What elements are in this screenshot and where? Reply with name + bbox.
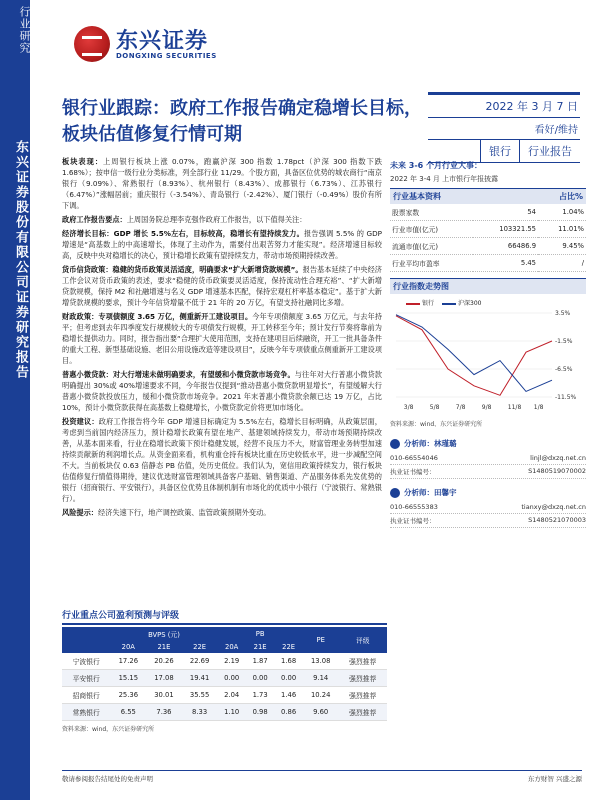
chart-source: 资料来源：wind、东兴证券研究所 — [390, 421, 483, 428]
logo-name-en: DONGXING SECURITIES — [116, 52, 217, 60]
report-date: 2022 年 3 月 7 日 — [428, 92, 580, 118]
series-line-沪深300 — [396, 315, 552, 392]
y-tick-label: -6.5% — [555, 366, 573, 373]
body-paragraph: 经济增长目标：GDP 增长 5.5%左右，目标较高，稳增长有望持续发力。报告强调 5.5% 的 GDP 增速是“高基数上的中高速增长，体现了主动作为，需要付出艰苦努力才能实现”。经济增速目标较高，反映中央对稳增长的决心，预计稳增长政策有望持续发力，带动市场预期持续改善。 — [62, 229, 382, 260]
x-tick-label: 9/8 — [481, 404, 492, 411]
col-group-bvps: BVPS (元) — [110, 627, 217, 641]
forecast-table — [62, 627, 387, 721]
company-name: 招商银行 — [62, 687, 110, 704]
sidebar-firm: 东兴证券股份有限公司证券研究报告 — [13, 140, 28, 380]
series-line-银行 — [396, 316, 552, 396]
table-row — [62, 704, 387, 721]
tag-type: 行业报告 — [519, 140, 580, 162]
legend-item-bank: 银行 — [406, 298, 434, 307]
basic-info-label: 流通市值(亿元) — [390, 238, 473, 255]
chart-legend — [406, 298, 586, 307]
table-cell: 13.08 — [303, 653, 339, 670]
basic-info-value: / — [538, 255, 586, 272]
table-cell: 1.68 — [274, 653, 302, 670]
x-tick-label: 7/8 — [455, 404, 466, 411]
table-cell: 强烈推荐 — [339, 687, 388, 704]
table-cell: 2.04 — [217, 687, 245, 704]
forecast-table-section — [62, 608, 387, 733]
x-tick-label: 1/8 — [533, 404, 544, 411]
future-events-heading: 未来 3-6 个月行业大事： — [390, 161, 483, 170]
table-cell: 19.41 — [182, 670, 218, 687]
table-cell: 0.98 — [246, 704, 274, 721]
basic-info-table — [390, 204, 586, 272]
table-source: 资料来源：wind，东兴证券研究所 — [62, 726, 155, 733]
col-year: 20A — [110, 641, 146, 653]
col-year: 20A — [217, 641, 245, 653]
body-paragraph: 板块表现：上周银行板块上涨 0.07%，跑赢沪深 300 指数 1.78pct（沪深 300 指数下跌 1.68%）；按申信一级行业分类标准，列全部行业 11/29。个股方面，具备区位优势的城农商行“南京银行（9.09%）、常熟银行（8.93%）、杭州银行（8.43%）、成都银行（6.73%）、江苏银行（6.47%）”涨幅居前；重庆银行（-3.54%）、青岛银行（-2.42%）、厦门银行（-0.49%）股价有所下调。 — [62, 157, 382, 210]
basic-info-heading: 行业基本资料 占比% — [390, 188, 586, 204]
table-cell: 0.86 — [274, 704, 302, 721]
sidebar-category: 行业研究 — [18, 6, 31, 54]
table-row — [62, 687, 387, 704]
col-year: 21E — [146, 641, 182, 653]
legend-item-csi300: 沪深300 — [442, 298, 481, 307]
table-cell: 2.19 — [217, 653, 245, 670]
table-cell: 9.14 — [303, 670, 339, 687]
table-cell: 强烈推荐 — [339, 704, 388, 721]
basic-info-value: 5.45 — [473, 255, 538, 272]
table-cell: 0.00 — [246, 670, 274, 687]
trend-svg — [390, 307, 586, 413]
table-cell: 15.15 — [110, 670, 146, 687]
body-paragraph: 普惠小微贷款：对大行增速未做明确要求，有望缓和小微贷款市场竞争。与往年对大行普惠小微贷款明确提出 30%或 40%增速要求不同，今年报告仅提到“推动普惠小微贷款明显增长”，有望缓解大行普惠小微贷款投放压力，缓和小微贷款市场竞争。2021 年末普惠小微贷款余额已达 19 万亿，占比 10%，预计小微贷款获得在高基数上稳健增长，小微贷款定价将更加市场化。 — [62, 370, 382, 412]
analyst-2-cert: S1480521070003 — [528, 516, 586, 524]
report-rating: 看好/维持 — [428, 118, 580, 140]
footer-disclaimer: 敬请参阅报告结尾处的免责声明 — [62, 775, 153, 783]
footer-slogan: 东方财智 兴盛之源 — [527, 775, 582, 783]
company-name: 宁波银行 — [62, 653, 110, 670]
table-row — [62, 653, 387, 670]
table-cell: 0.00 — [274, 670, 302, 687]
basic-info-row — [390, 204, 586, 221]
future-events-item: 2022 年 3-4 月 上市银行年报披露 — [390, 175, 499, 183]
table-cell: 22.69 — [182, 653, 218, 670]
table-cell: 9.60 — [303, 704, 339, 721]
x-tick-label: 5/8 — [429, 404, 440, 411]
body-paragraph: 投资建议：政府工作报告将今年 GDP 增速目标确定为 5.5%左右，稳增长目标明确，从政策层面，考虑到当前国内经济压力，预计稳增长政策有望在地产、基建领域持续发力，带动市场预期持续改善，从基本面来看，行业在稳增长政策下预计稳健发展，经营不良压力不大，财富管理业务转型加速持续贡献新的利润增长点。从资金面来看，机构重仓持有板块比重在历史较低水平，进一步减配空间不大。当前板块仅 0.63 倍静态 PB 估值，处历史低位。我们认为，宽信用政策持续发力，银行板块估值修复行情值得期待，建议优选财富管理领域具备客户基础、销售渠道、产品服务体系先发优势的银行（招商银行、平安银行），具备区位优势且体制机制有市场化的优质中小银行（宁波银行、常熟银行）。 — [62, 417, 382, 503]
basic-info-label: 行业平均市盈率 — [390, 255, 473, 272]
report-title: 银行业跟踪：政府工作报告确定稳增长目标，板块估值修复行情可期 — [62, 98, 422, 145]
table-cell: 17.08 — [146, 670, 182, 687]
col-company — [62, 627, 110, 653]
report-meta — [428, 92, 580, 163]
table-cell: 10.24 — [303, 687, 339, 704]
col-rating: 评级 — [339, 627, 388, 653]
logo — [74, 22, 254, 70]
company-name: 平安银行 — [62, 670, 110, 687]
basic-info-row — [390, 221, 586, 238]
person-icon — [390, 488, 400, 498]
sidebar — [0, 0, 30, 800]
right-column — [390, 160, 586, 528]
col-year: 22E — [274, 641, 302, 653]
y-tick-label: -1.5% — [555, 338, 573, 345]
analyst-1-email[interactable]: linjl@dxzq.net.cn — [530, 454, 586, 462]
body-paragraph: 财政政策：专项债额度 3.65 万亿，侧重新开工建设项目。今年专项债额度 3.65 万亿元，与去年持平；但考虑到去年四季度发行规模较大的专项债发行规模，开工转移至今年；预计发行节奏将靠前为稳增长提供动力。同时，报告指出要“合理扩大使用范围，支持在建项目后续融资，开工一批具备条件的重大工程、新型基础设施、老旧公用设施改造等建设项目”，反映今年专项债重点侧重新开工建设项目。 — [62, 312, 382, 365]
company-name: 常熟银行 — [62, 704, 110, 721]
table-cell: 8.33 — [182, 704, 218, 721]
y-tick-label: 3.5% — [555, 310, 571, 317]
analyst-1: 分析师：林瑾璐 — [390, 438, 586, 449]
report-body — [62, 156, 382, 521]
analyst-2: 分析师：田馨宇 — [390, 487, 586, 498]
forecast-table-title: 行业重点公司盈利预测与评级 — [62, 608, 387, 625]
table-row — [62, 670, 387, 687]
index-trend-chart — [390, 278, 586, 428]
basic-info-label: 股票家数 — [390, 204, 473, 221]
table-cell: 6.55 — [110, 704, 146, 721]
analyst-1-cert: S1480519070002 — [528, 467, 586, 475]
col-year: 22E — [182, 641, 218, 653]
col-year: 21E — [246, 641, 274, 653]
table-cell: 强烈推荐 — [339, 653, 388, 670]
basic-info-label: 行业市值(亿元) — [390, 221, 473, 238]
logo-mark-icon — [74, 26, 110, 62]
basic-info-value: 103321.55 — [473, 221, 538, 238]
x-tick-label: 11/8 — [507, 404, 522, 411]
tag-industry: 银行 — [480, 140, 519, 162]
table-cell: 1.10 — [217, 704, 245, 721]
basic-info-value: 66486.9 — [473, 238, 538, 255]
y-tick-label: -11.5% — [555, 394, 577, 401]
analyst-block: 分析师：林瑾璐 010-66554046 linjl@dxzq.net.cn 执业证书编号： S1480519070002 分析师：田馨宇 010-66555383 tianxy@dxzq.net.cn 执业证书编号： S1480521070003 — [390, 438, 586, 528]
body-paragraph: 货币信贷政策：稳健的货币政策灵活适度，明确要求“扩大新增贷款规模”。报告基本延续了中央经济工作会议对货币政策的表述，要求“稳健的货币政策要灵活适度，保持流动性合理充裕”、“扩大新增贷款规模，保持 M2 和社融增速与名义 GDP 增速基本匹配，保持宏观杠杆率基本稳定”。基于扩大新增贷款规模的要求，预计今年信贷增量不低于 21 年的 20 万亿，有望支持社融同比多增。 — [62, 265, 382, 307]
table-cell: 0.00 — [217, 670, 245, 687]
table-cell: 35.55 — [182, 687, 218, 704]
table-cell: 25.36 — [110, 687, 146, 704]
analyst-2-email[interactable]: tianxy@dxzq.net.cn — [521, 503, 586, 511]
table-cell: 1.87 — [246, 653, 274, 670]
analyst-1-tel: 010-66554046 — [390, 454, 438, 462]
col-group-pb: PB — [217, 627, 302, 641]
person-icon — [390, 439, 400, 449]
basic-info-value: 9.45% — [538, 238, 586, 255]
body-paragraph: 政府工作报告要点：上周国务院总理李克强作政府工作报告，以下值得关注： — [62, 215, 307, 224]
table-cell: 1.46 — [274, 687, 302, 704]
body-paragraph: 风险提示：经济失速下行，地产调控政策、监管政策预期外变动。 — [62, 508, 271, 517]
table-cell: 强烈推荐 — [339, 670, 388, 687]
basic-info-value: 54 — [473, 204, 538, 221]
table-cell: 20.26 — [146, 653, 182, 670]
index-trend-heading: 行业指数走势图 — [390, 278, 586, 294]
table-cell: 17.26 — [110, 653, 146, 670]
basic-info-value: 1.04% — [538, 204, 586, 221]
page-footer — [62, 770, 582, 783]
table-cell: 30.01 — [146, 687, 182, 704]
basic-info-row — [390, 255, 586, 272]
basic-info-value: 11.01% — [538, 221, 586, 238]
x-tick-label: 3/8 — [403, 404, 414, 411]
table-cell: 1.73 — [246, 687, 274, 704]
table-cell: 7.36 — [146, 704, 182, 721]
basic-info-row — [390, 238, 586, 255]
logo-name-cn: 东兴证券 — [116, 29, 209, 54]
col-pe: PE — [303, 627, 339, 653]
analyst-2-tel: 010-66555383 — [390, 503, 438, 511]
